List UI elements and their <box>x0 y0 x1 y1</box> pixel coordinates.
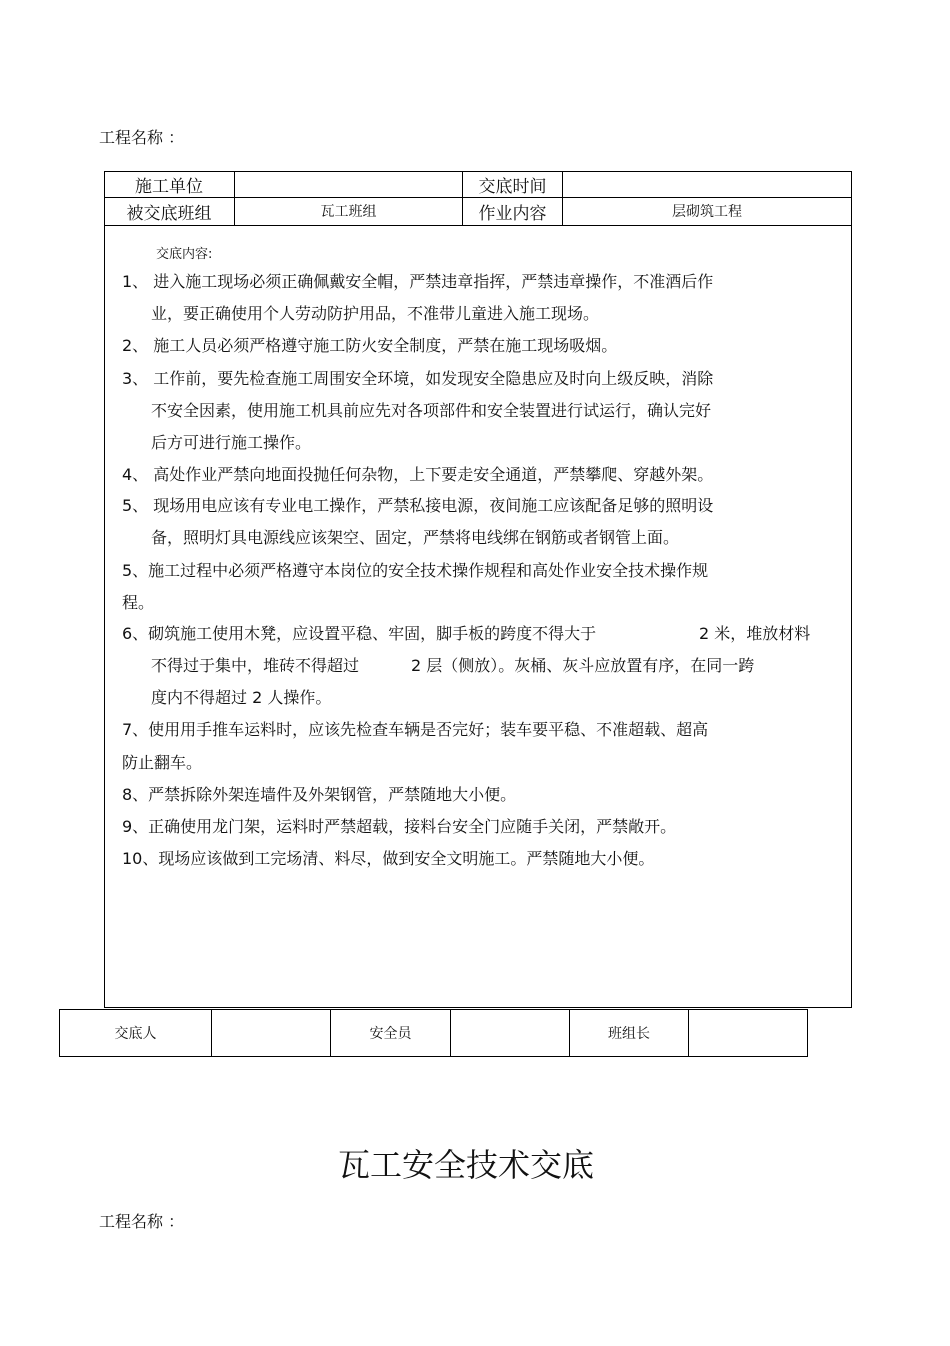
content-line: 不安全因素，使用施工机具前应先对各项部件和安全装置进行试运行，确认完好 <box>151 401 712 420</box>
content-line: 1、 进入施工现场必须正确佩戴安全帽，严禁违章指挥，严禁违章操作，不准酒后作 <box>122 272 714 291</box>
content-line: 2 层（侧放）。灰桶、灰斗应放置有序，在同一跨 <box>411 656 755 675</box>
team-label: 被交底班组 <box>126 203 212 224</box>
content-line: 5、 现场用电应该有专业电工操作，严禁私接电源，夜间施工应该配备足够的照明设 <box>122 496 714 515</box>
content-line: 4、 高处作业严禁向地面投抛任何杂物，上下要走安全通道，严禁攀爬、穿越外架。 <box>122 465 714 484</box>
content-line: 9、正确使用龙门架，运料时严禁超载，接料台安全门应随手关闭，严禁敞开。 <box>122 817 677 836</box>
content-heading: 交底内容: <box>156 247 213 262</box>
content-line: 不得过于集中，堆砖不得超过 <box>151 656 360 675</box>
handover-time-value <box>563 171 851 197</box>
construction-unit-label: 施工单位 <box>135 176 203 197</box>
content-line: 5、施工过程中必须严格遵守本岗位的安全技术操作规程和高处作业安全技术操作规 <box>122 561 709 580</box>
content-line: 防止翻车。 <box>122 753 203 772</box>
content-line: 2、 施工人员必须严格遵守施工防火安全制度，严禁在施工现场吸烟。 <box>122 336 618 355</box>
work-content-label: 作业内容 <box>478 203 547 224</box>
content-line: 2 米，堆放材料 <box>699 624 811 643</box>
work-content-value: 层砌筑工程 <box>672 204 742 220</box>
content-line: 3、 工作前，要先检查施工周围安全环境，如发现安全隐患应及时向上级反映，消除 <box>122 369 714 388</box>
team-value: 瓦工班组 <box>320 204 377 220</box>
project-name-label-page2: 工程名称 ： <box>99 1212 185 1231</box>
content-line: 业，要正确使用个人劳动防护用品，不准带儿童进入施工现场。 <box>151 304 600 323</box>
construction-unit-value <box>235 171 462 197</box>
content-line: 备，照明灯具电源线应该架空、固定，严禁将电线绑在钢筋或者钢管上面。 <box>151 528 680 547</box>
team-leader-label: 班组长 <box>608 1026 650 1042</box>
handover-time-label: 交底时间 <box>478 176 547 197</box>
content-line: 7、使用用手推车运料时，应该先检查车辆是否完好；装车要平稳、不准超载、超高 <box>122 720 709 739</box>
content-line: 后方可进行施工操作。 <box>151 433 312 452</box>
safety-officer-label: 安全员 <box>369 1026 412 1042</box>
handover-person-label: 交底人 <box>114 1026 157 1042</box>
content-line: 8、严禁拆除外架连墙件及外架钢管，严禁随地大小便。 <box>122 785 517 804</box>
safety-officer-signature <box>451 1010 569 1056</box>
content-line: 度内不得超过 2 人操作。 <box>151 688 332 707</box>
team-leader-signature <box>689 1010 807 1056</box>
content-line: 10、现场应该做到工完场清、料尽，做到安全文明施工。严禁随地大小便。 <box>122 849 655 868</box>
content-line: 6、砌筑施工使用木凳，应设置平稳、牢固，脚手板的跨度不得大于 <box>122 624 597 643</box>
handover-person-signature <box>212 1010 330 1056</box>
document-title: 瓦工安全技术交底 <box>338 1146 595 1184</box>
content-line: 程。 <box>122 593 155 612</box>
project-name-label: 工程名称 ： <box>99 128 185 147</box>
